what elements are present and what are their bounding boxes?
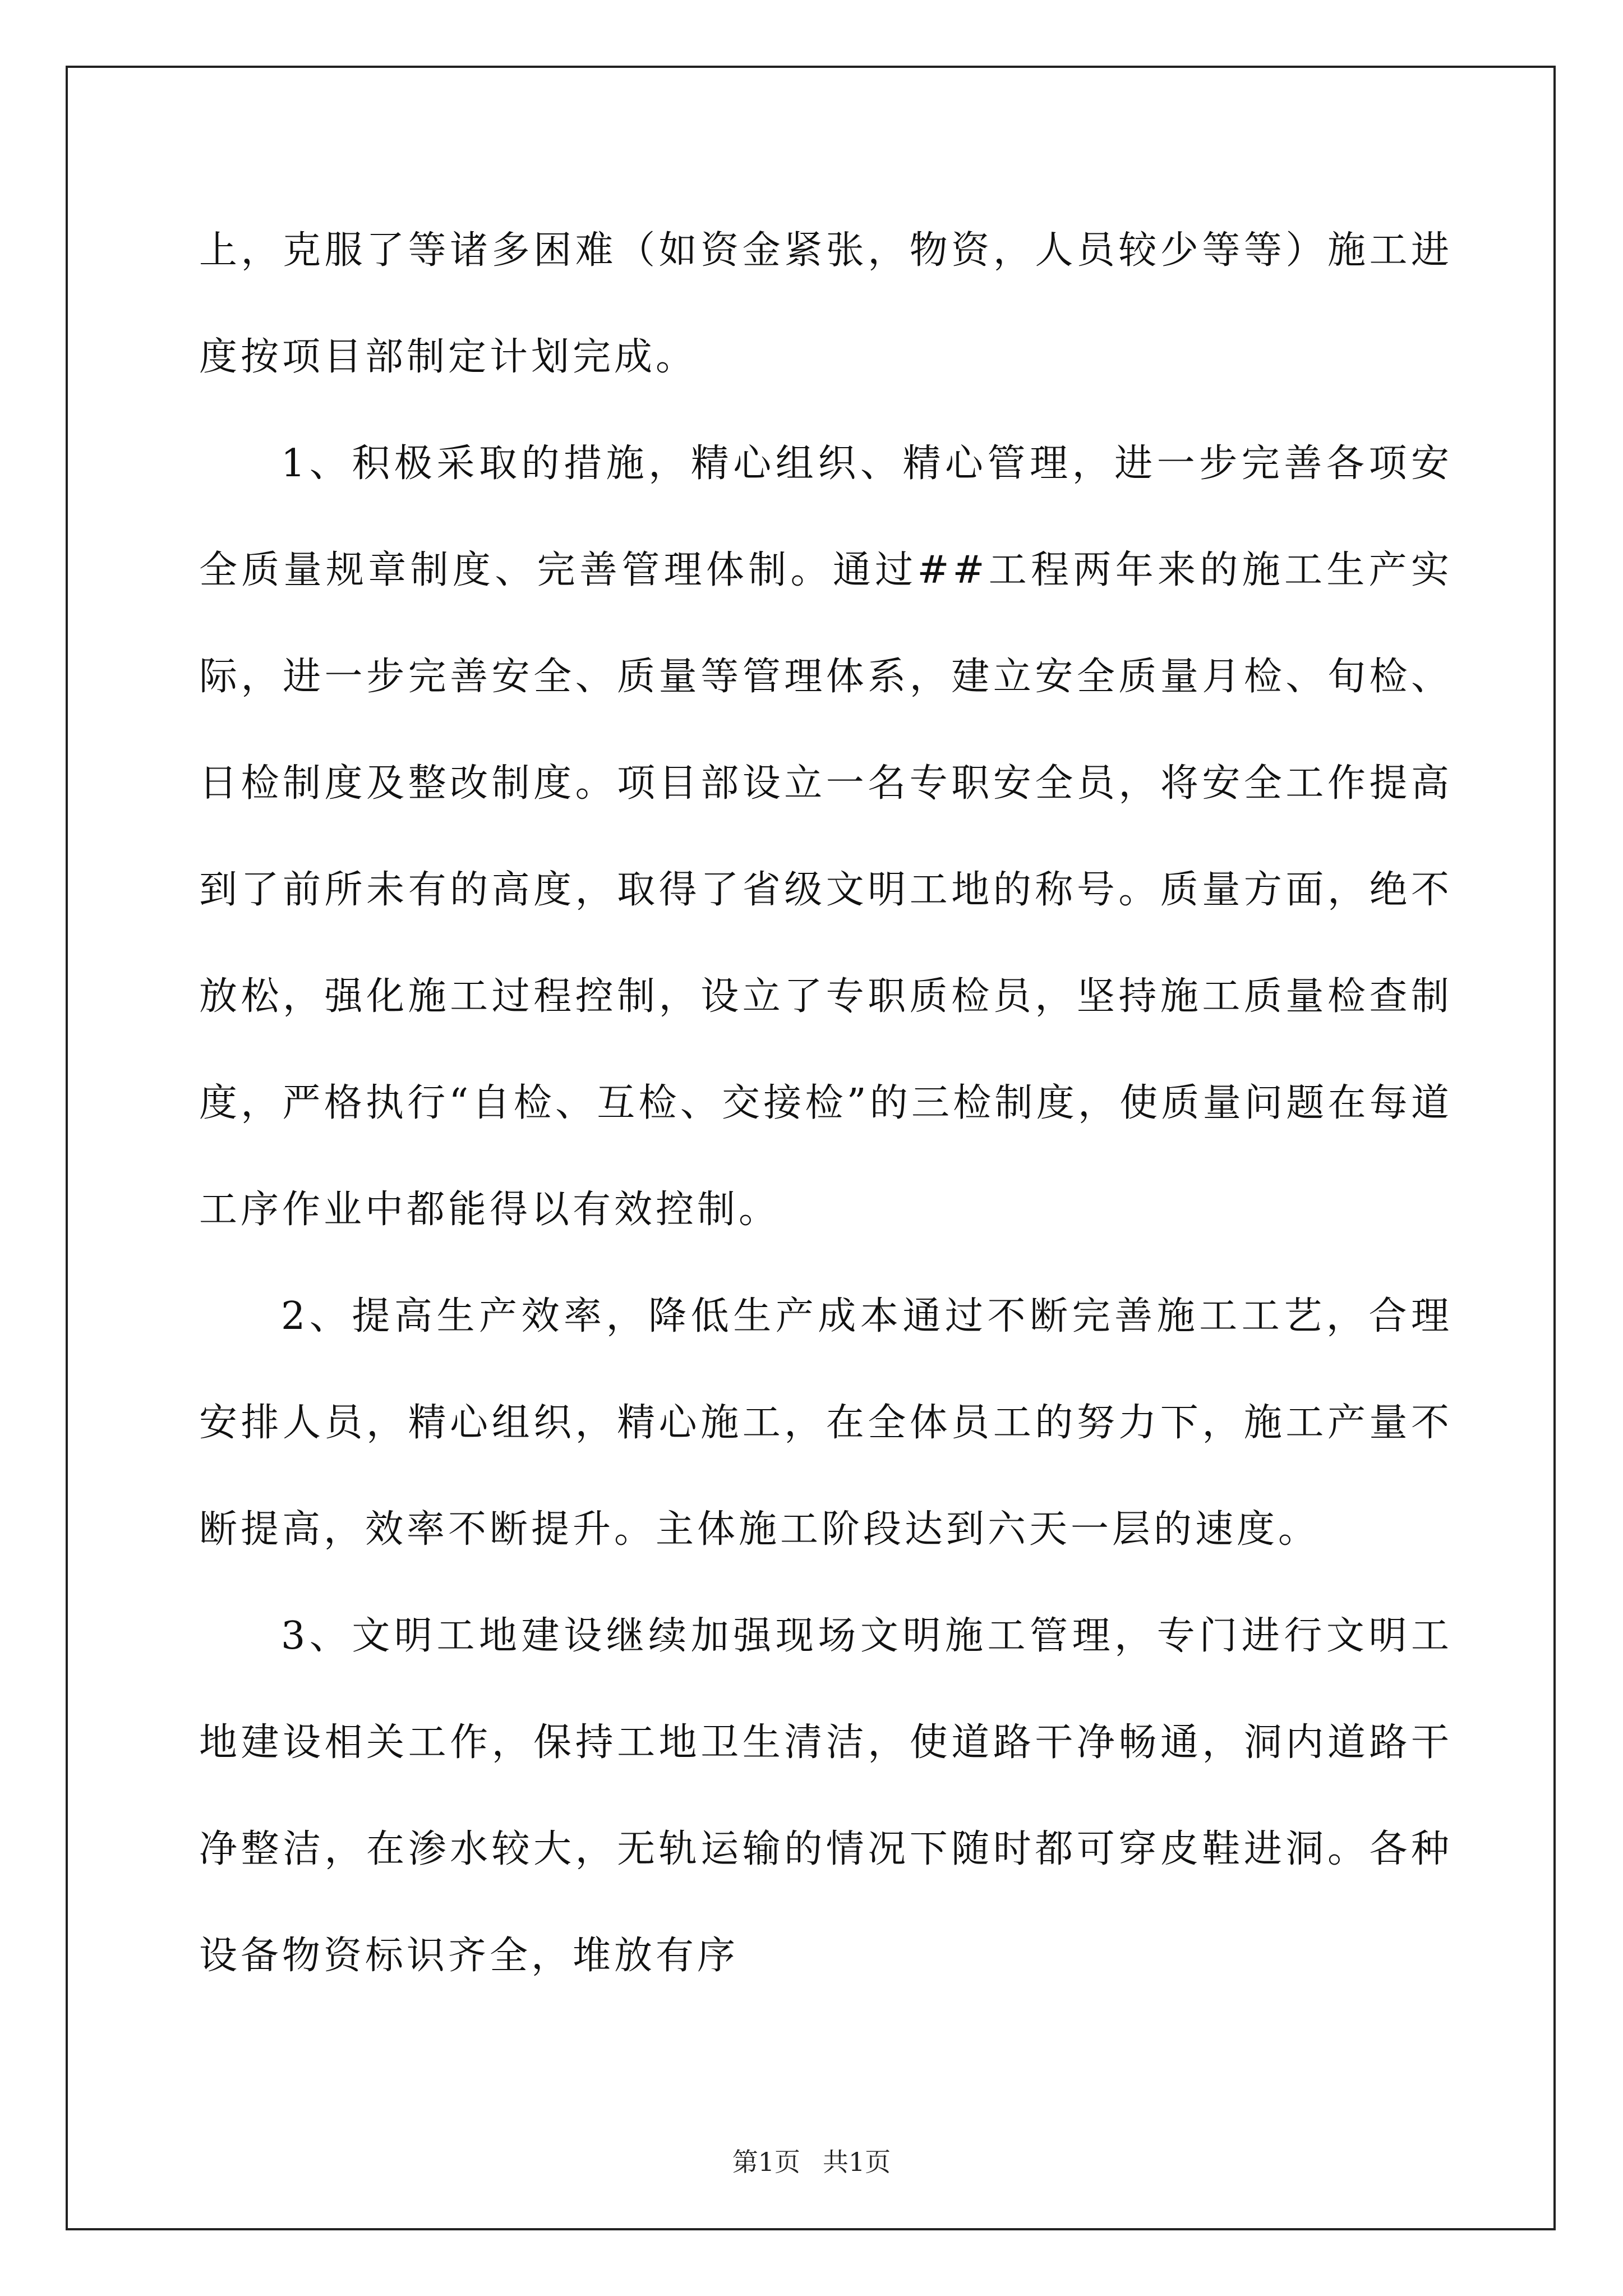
paragraph-safety-quality: 1、积极采取的措施，精心组织、精心管理，进一步完善各项安全质量规章制度、完善管理体制。通过##工程两年来的施工生产实际，进一步完善安全、质量等管理体系，建立安全质量月检、旬检、日检制度及整改制度。项目部设立一名专职安全员，将安全工作提高到了前所未有的高度，取得了省级文明工地的称号。质量方面，绝不放松，强化施工过程控制，设立了专职质检员，坚持施工质量检查制度，严格执行“自检、互检、交接检”的三检制度，使质量问题在每道工序作业中都能得以有效控制。 <box>199 441 1453 1232</box>
page-footer <box>0 2142 1623 2179</box>
paragraph-intro: 上，克服了等诸多困难（如资金紧张，物资，人员较少等等）施工进度按项目部制定计划完成。 <box>199 228 1453 379</box>
paragraph-civilized-site: 3、文明工地建设继续加强现场文明施工管理，专门进行文明工地建设相关工作，保持工地卫生清洁，使道路干净畅通，洞内道路干净整洁，在渗水较大，无轨运输的情况下随时都可穿皮鞋进洞。各种设备物资标识齐全，堆放有序 <box>199 1614 1453 1978</box>
paragraph-efficiency: 2、提高生产效率，降低生产成本通过不断完善施工工艺，合理安排人员，精心组织，精心施工，在全体员工的努力下，施工产量不断提高，效率不断提升。主体施工阶段达到六天一层的速度。 <box>199 1294 1453 1552</box>
document-body <box>199 197 1453 2009</box>
page-total: 共1页 <box>823 2147 891 2177</box>
page-number: 第1页 <box>732 2147 800 2177</box>
